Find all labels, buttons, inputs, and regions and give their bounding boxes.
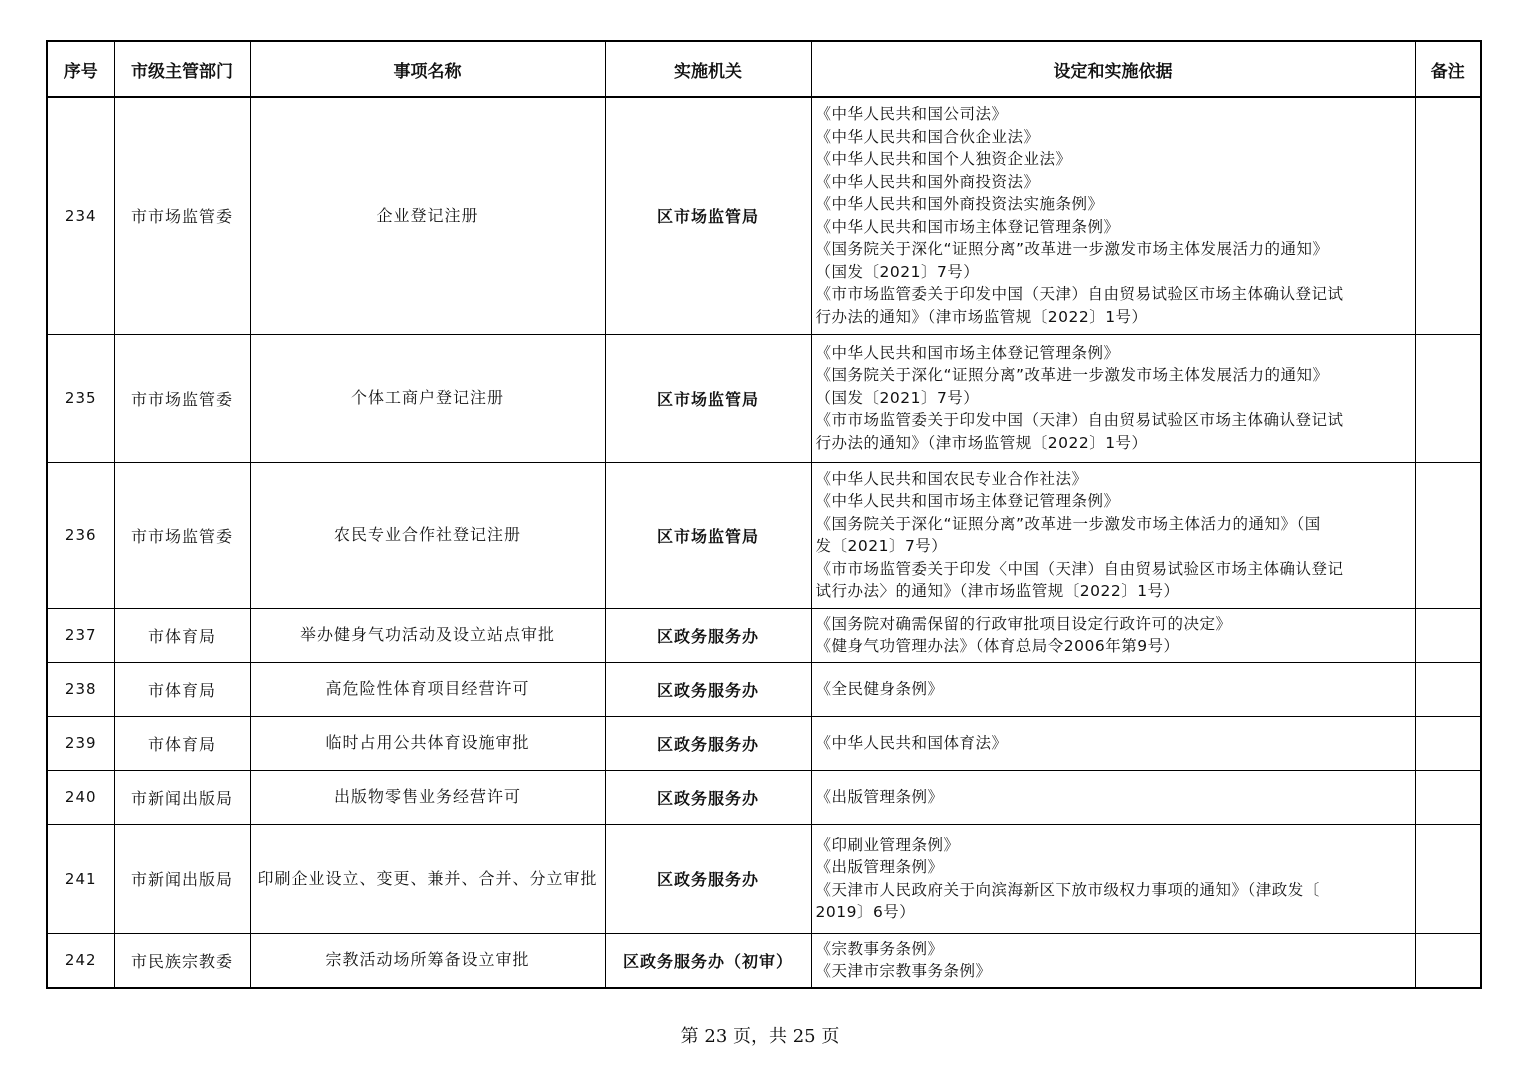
row-department: 市市场监管委 [114,334,250,462]
row-number: 235 [47,334,114,462]
table-row [47,334,1481,462]
approval-items-table [46,40,1482,989]
row-remarks [1415,716,1481,770]
row-implementing-agency: 区政务服务办 [605,662,811,716]
row-legal-basis [811,662,1415,716]
row-number: 236 [47,462,114,608]
row-legal-basis [811,608,1415,662]
row-item-name: 出版物零售业务经营许可 [250,770,605,824]
row-implementing-agency: 区政务服务办 [605,824,811,933]
row-remarks [1415,824,1481,933]
legal-basis-line: 《出版管理条例》 [815,787,944,806]
table-row [47,662,1481,716]
row-item-name: 宗教活动场所筹备设立审批 [250,933,605,988]
legal-basis-line: 《国务院关于深化“证照分离”改革进一步激发市场主体发展活力的通知》 [815,366,1329,385]
row-number: 241 [47,824,114,933]
table-row [47,97,1481,334]
row-legal-basis [811,933,1415,988]
legal-basis-line: 《市市场监管委关于印发〈中国（天津）自由贸易试验区市场主体确认登记 [815,559,1344,578]
legal-basis-line: 《国务院关于深化“证照分离”改革进一步激发市场主体活力的通知》（国 [815,514,1321,533]
row-legal-basis [811,770,1415,824]
row-implementing-agency: 区政务服务办（初审） [605,933,811,988]
row-number: 234 [47,97,114,334]
legal-basis-line: 《中华人民共和国农民专业合作社法》 [815,469,1088,488]
legal-basis-line: 《中华人民共和国合伙企业法》 [815,127,1040,146]
table-row [47,933,1481,988]
row-department: 市体育局 [114,608,250,662]
header-dept: 市级主管部门 [114,41,250,97]
legal-basis-line: 发〔2021〕7号） [815,537,948,555]
row-implementing-agency: 区政务服务办 [605,770,811,824]
legal-basis-line: 行办法的通知》（津市场监管规〔2022〕1号） [815,307,1148,326]
row-number: 242 [47,933,114,988]
row-implementing-agency: 区市场监管局 [605,334,811,462]
row-item-name: 印刷企业设立、变更、兼并、合并、分立审批 [250,824,605,933]
legal-basis-line: 《国务院关于深化“证照分离”改革进一步激发市场主体发展活力的通知》 [815,240,1329,259]
row-item-name: 临时占用公共体育设施审批 [250,716,605,770]
row-implementing-agency: 区政务服务办 [605,608,811,662]
row-item-name: 农民专业合作社登记注册 [250,462,605,608]
legal-basis-line: 《中华人民共和国市场主体登记管理条例》 [815,343,1120,362]
legal-basis-line: 《中华人民共和国市场主体登记管理条例》 [815,217,1120,236]
row-department: 市新闻出版局 [114,770,250,824]
legal-basis-line: 《出版管理条例》 [815,858,944,876]
row-item-name: 企业登记注册 [250,97,605,334]
row-department: 市民族宗教委 [114,933,250,988]
row-legal-basis [811,462,1415,608]
row-item-name: 举办健身气功活动及设立站点审批 [250,608,605,662]
row-number: 240 [47,770,114,824]
legal-basis-line: （国发〔2021〕7号） [815,262,980,281]
row-implementing-agency: 区市场监管局 [605,462,811,608]
header-seq: 序号 [47,41,114,97]
row-number: 239 [47,716,114,770]
row-legal-basis [811,716,1415,770]
table-row [47,770,1481,824]
legal-basis-line: 《市市场监管委关于印发中国（天津）自由贸易试验区市场主体确认登记试 [815,411,1344,430]
row-item-name: 高危险性体育项目经营许可 [250,662,605,716]
legal-basis-line: 《中华人民共和国个人独资企业法》 [815,150,1072,169]
legal-basis-line: 《天津市人民政府关于向滨海新区下放市级权力事项的通知》（津政发〔 [815,880,1320,899]
legal-basis-line: 2019〕6号） [815,903,916,921]
row-department: 市体育局 [114,716,250,770]
row-implementing-agency: 区市场监管局 [605,97,811,334]
table-row [47,608,1481,662]
row-department: 市市场监管委 [114,97,250,334]
row-number: 237 [47,608,114,662]
legal-basis-line: 《中华人民共和国外商投资法实施条例》 [815,195,1104,214]
row-remarks [1415,334,1481,462]
legal-basis-line: 《印刷业管理条例》 [815,835,960,854]
legal-basis-line: 《国务院对确需保留的行政审批项目设定行政许可的决定》 [815,614,1232,633]
legal-basis-line: 《中华人民共和国公司法》 [815,105,1008,124]
row-remarks [1415,97,1481,334]
legal-basis-line: 试行办法〉的通知》（津市场监管规〔2022〕1号） [815,582,1180,600]
row-department: 市市场监管委 [114,462,250,608]
header-basis: 设定和实施依据 [811,41,1415,97]
header-item: 事项名称 [250,41,605,97]
row-implementing-agency: 区政务服务办 [605,716,811,770]
row-item-name: 个体工商户登记注册 [250,334,605,462]
row-legal-basis [811,97,1415,334]
header-org: 实施机关 [605,41,811,97]
legal-basis-line: 《市市场监管委关于印发中国（天津）自由贸易试验区市场主体确认登记试 [815,285,1344,304]
row-department: 市体育局 [114,662,250,716]
row-department: 市新闻出版局 [114,824,250,933]
legal-basis-line: 《中华人民共和国市场主体登记管理条例》 [815,492,1120,510]
row-remarks [1415,770,1481,824]
legal-basis-line: 《中华人民共和国体育法》 [815,733,1008,752]
table-row [47,824,1481,933]
table-row [47,716,1481,770]
legal-basis-line: 《宗教事务条例》 [815,939,944,958]
legal-basis-line: 《健身气功管理办法》（体育总局令2006年第9号） [815,637,1180,655]
row-legal-basis [811,334,1415,462]
row-remarks [1415,608,1481,662]
page-footer: 第 23 页，共 25 页 [680,1026,840,1047]
legal-basis-line: 《全民健身条例》 [815,679,944,698]
legal-basis-line: 《中华人民共和国外商投资法》 [815,172,1040,191]
table-body [47,97,1481,988]
row-remarks [1415,462,1481,608]
legal-basis-line: 行办法的通知》（津市场监管规〔2022〕1号） [815,433,1148,452]
table-row [47,462,1481,608]
row-remarks [1415,662,1481,716]
legal-basis-line: 《天津市宗教事务条例》 [815,962,992,981]
header-note: 备注 [1415,41,1481,97]
row-legal-basis [811,824,1415,933]
row-remarks [1415,933,1481,988]
legal-basis-line: （国发〔2021〕7号） [815,388,980,407]
row-number: 238 [47,662,114,716]
table-header-row [47,41,1481,97]
